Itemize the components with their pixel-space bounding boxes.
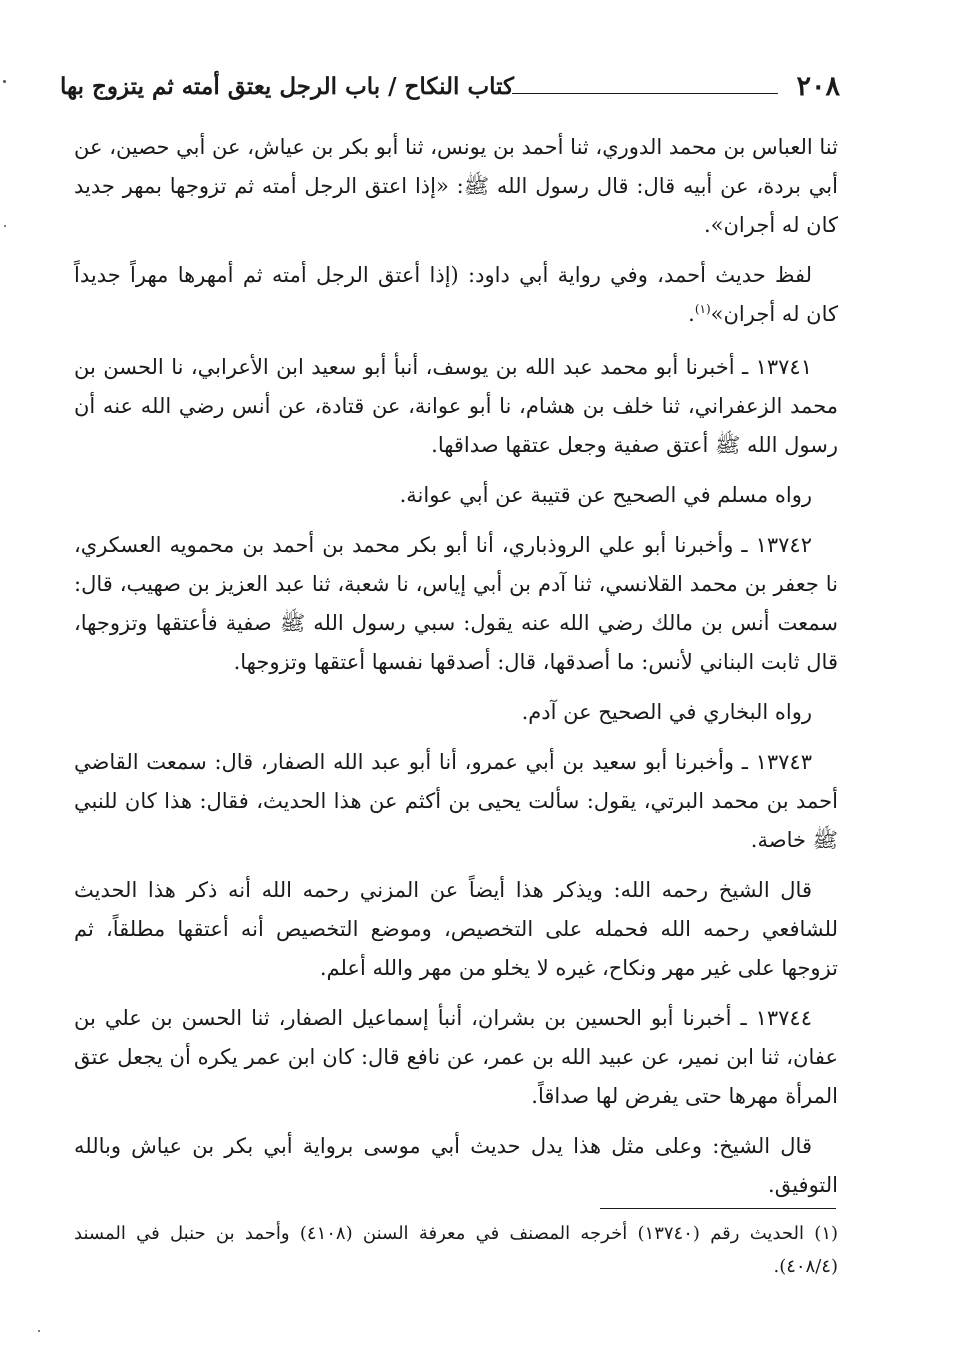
hadith-13742: ١٣٧٤٢ ـ وأخبرنا أبو علي الروذباري، أنا أبو بكر محمد بن أحمد بن محمويه العسكري، نا جعفر بن محمد القلانسي، ثنا آدم بن أبي إياس، نا شعبة، ثنا عبد العزيز بن صهيب، قال: سمعت أنس بن مالك رضي الله عنه يقول: سبي رسول الله ﷺ صفية فأعتقها وتزوجها، قال ثابت البناني لأنس: ما أصدقها، قال: أصدقها نفسها أعتقها وتزوجها. — [74, 533, 838, 674]
hadith-13741: ١٣٧٤١ ـ أخبرنا أبو محمد عبد الله بن يوسف، أنبأ أبو سعيد ابن الأعرابي، نا الحسن بن محمد الزعفراني، ثنا خلف بن هشام، نا أبو عوانة، عن قتادة، عن أنس رضي الله عنه أن رسول الله ﷺ أعتق صفية وجعل عتقها صداقها. — [74, 355, 838, 457]
paragraph-lafz-end: . — [688, 302, 695, 326]
hadith-13743: ١٣٧٤٣ ـ وأخبرنا أبو سعيد بن أبي عمرو، أنا أبو عبد الله الصفار، قال: سمعت القاضي أحمد بن محمد البرتي، يقول: سألت يحيى بن أكثم عن هذا الحديث، فقال: هذا كان للنبي ﷺ خاصة. — [74, 750, 838, 852]
running-title: كتاب النكاح / باب الرجل يعتق أمته ثم يتزوج بها — [60, 73, 515, 100]
main-text — [74, 128, 838, 1205]
hadith-13744: ١٣٧٤٤ ـ أخبرنا أبو الحسين بن بشران، أنبأ إسماعيل الصفار، ثنا الحسن بن علي بن عفان، ثنا ابن نمير، عن عبيد الله بن عمر، عن نافع قال: كان ابن عمر يكره أن يجعل عتق المرأة مهرها حتى يفرض لها صداقاً. — [74, 1006, 838, 1108]
footnote: (١) الحديث رقم (١٣٧٤٠) أخرجه المصنف في معرفة السنن (٤١٠٨) وأحمد بن حنبل في المسند (٤٠٨/٤). — [74, 1223, 839, 1277]
paragraph-muslim-note: رواه مسلم في الصحيح عن قتيبة عن أبي عوانة. — [399, 483, 812, 507]
paragraph-bukhari-note: رواه البخاري في الصحيح عن آدم. — [521, 700, 812, 724]
paragraph-shaykh-comment: قال الشيخ رحمه الله: ويذكر هذا أيضاً عن المزني رحمه الله أنه ذكر هذا الحديث للشافعي رحمه الله فحمله على التخصيص، وموضع التخصيص أنه أعتقها مطلقاً، ثم تزوجها على غير مهر ونكاح، غيره لا يخلو من مهر والله أعلم. — [74, 878, 838, 980]
scan-speck — [4, 225, 6, 227]
page-header — [60, 66, 840, 106]
paragraph-closing: قال الشيخ: وعلى مثل هذا يدل حديث أبي موسى برواية أبي بكر بن عياش وبالله التوفيق. — [74, 1134, 838, 1197]
page-number: ٢٠٨ — [796, 71, 840, 102]
footnote-rule — [600, 1208, 836, 1209]
paragraph-continuation: ثنا العباس بن محمد الدوري، ثنا أحمد بن يونس، ثنا أبو بكر بن عياش، عن أبي حصين، عن أبي بردة، عن أبيه قال: قال رسول الله ﷺ: «إذا اعتق الرجل أمته ثم تزوجها بمهر جديد كان له أجران». — [74, 135, 838, 237]
scan-speck — [38, 1330, 40, 1332]
footnote-marker: (١) — [694, 302, 711, 316]
paragraph-lafz-text: لفظ حديث أحمد، وفي رواية أبي داود: (إذا أعتق الرجل أمته ثم أمهرها مهراً جديداً كان له أجران» — [74, 263, 838, 326]
paragraph-lafz — [74, 256, 838, 334]
header-rule — [512, 93, 778, 94]
scan-speck — [3, 80, 6, 83]
